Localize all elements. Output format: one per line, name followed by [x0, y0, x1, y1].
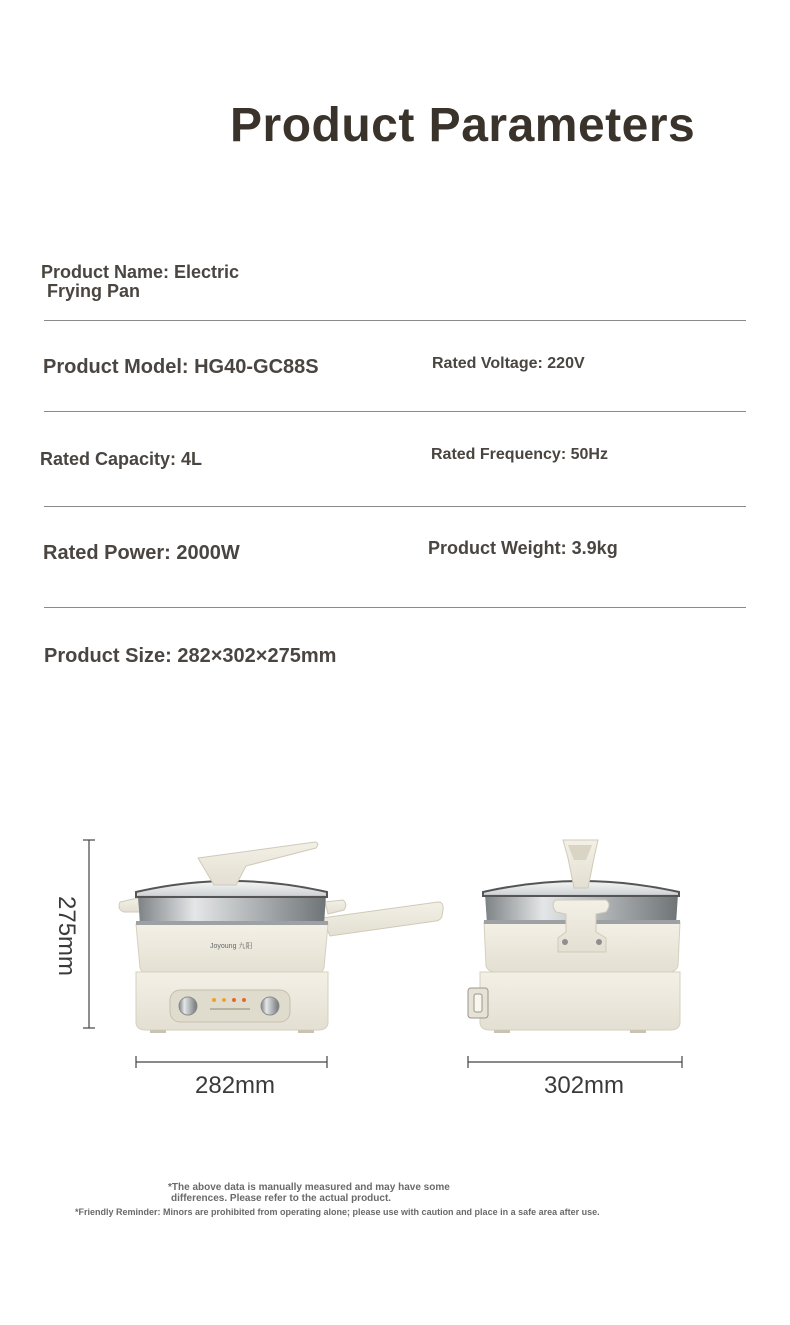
- rated-voltage: Rated Voltage: 220V: [432, 355, 585, 372]
- rated-power: Rated Power: 2000W: [43, 542, 240, 564]
- product-weight: Product Weight: 3.9kg: [428, 538, 618, 558]
- side-view-pan: [468, 840, 680, 1033]
- product-name-line1: Product Name: Electric: [41, 262, 240, 282]
- rated-capacity: Rated Capacity: 4L: [40, 449, 203, 469]
- side-width-dimension-line: [468, 1056, 682, 1068]
- rated-frequency: Rated Frequency: 50Hz: [431, 446, 608, 463]
- front-width-label: 282mm: [195, 1072, 276, 1099]
- product-model: Product Model: HG40-GC88S: [43, 356, 319, 378]
- height-dimension-label: 275mm: [53, 896, 80, 977]
- product-name-line2: Frying Pan: [47, 281, 141, 301]
- front-width-dimension-line: [136, 1056, 327, 1068]
- product-size: Product Size: 282×302×275mm: [44, 645, 337, 667]
- height-dimension-line: [83, 840, 95, 1028]
- brand-label: Joyoung 九阳: [210, 943, 253, 950]
- page-title: Product Parameters: [230, 99, 696, 152]
- safety-reminder: *Friendly Reminder: Minors are prohibited from operating alone; please use with caution and place in a safe area after use.: [75, 1207, 600, 1217]
- measurement-note-line1: *The above data is manually measured and may have some: [168, 1182, 450, 1193]
- side-width-label: 302mm: [544, 1072, 625, 1099]
- front-view-pan: [119, 842, 443, 1033]
- measurement-note-line2: differences. Please refer to the actual product.: [171, 1193, 392, 1204]
